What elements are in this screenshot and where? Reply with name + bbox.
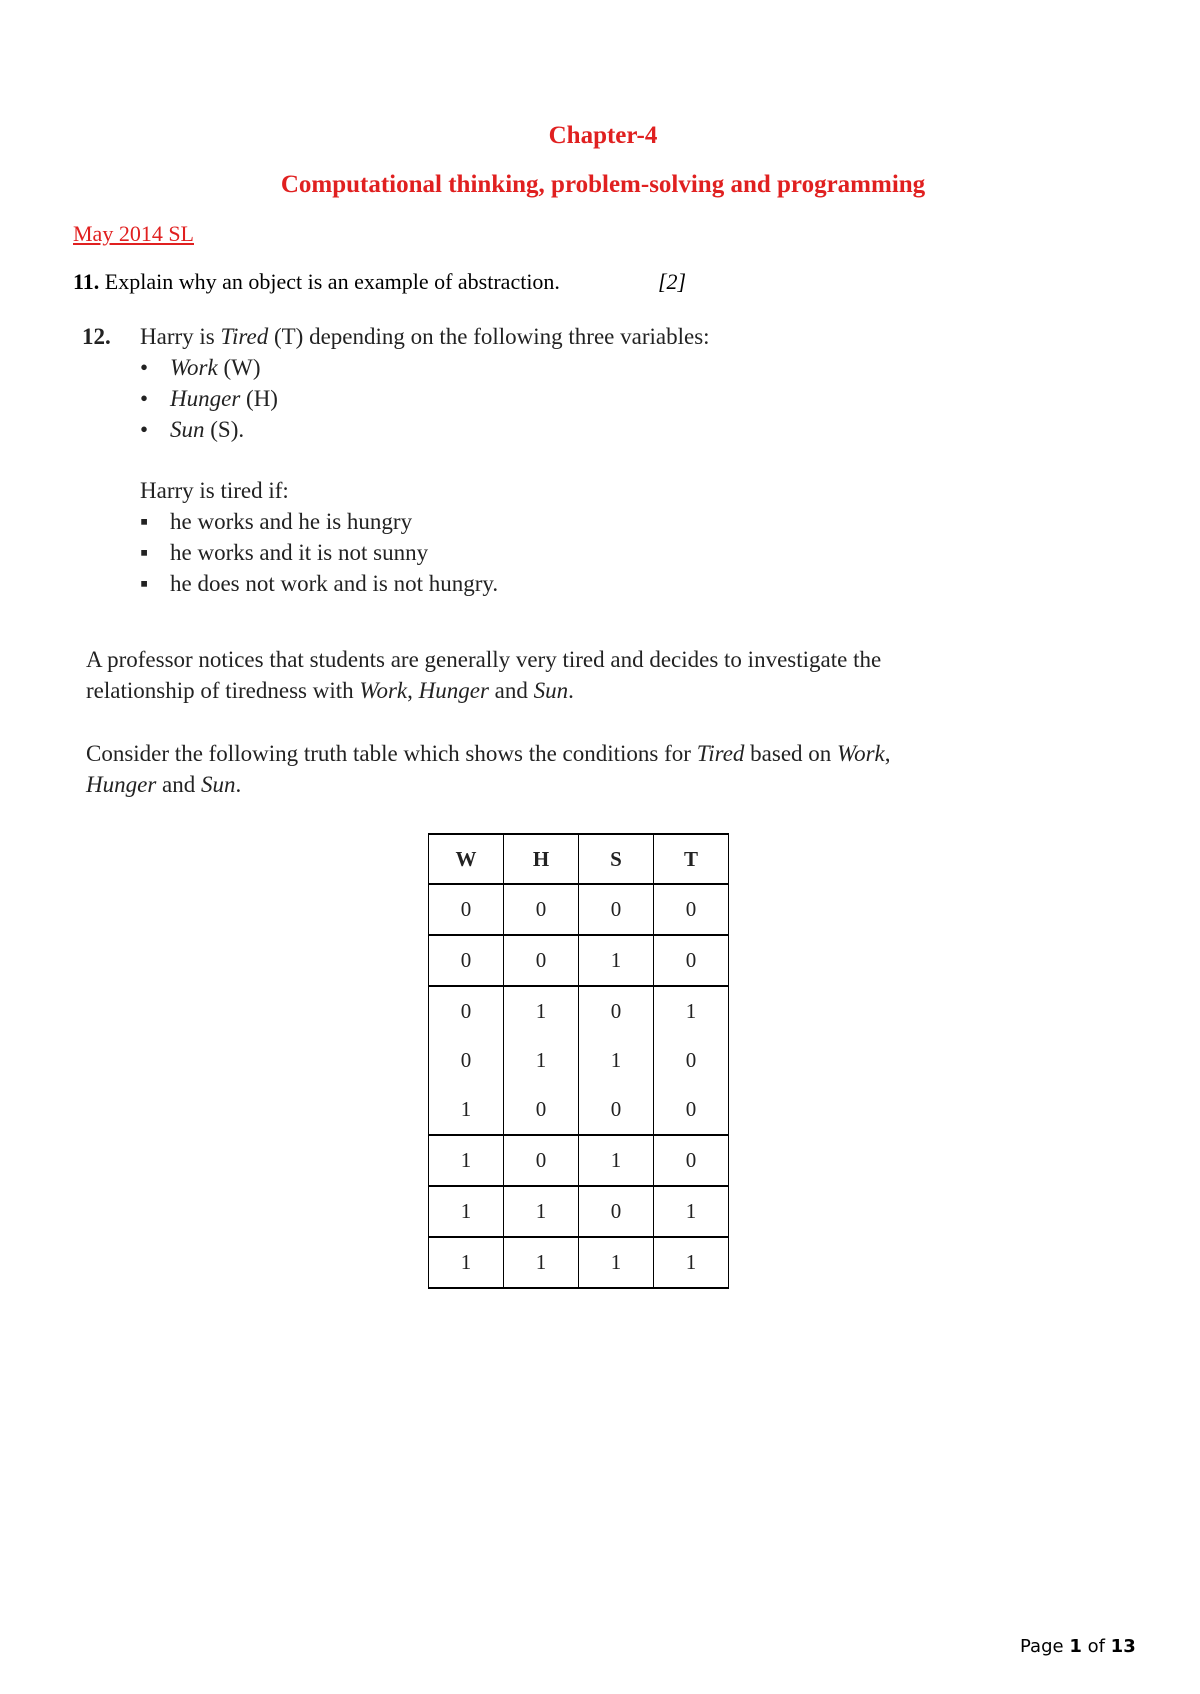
- question-11: [73, 269, 687, 295]
- table-cell: 1: [429, 1186, 504, 1237]
- table-cell: 1: [654, 1186, 729, 1237]
- table-cell: 1: [504, 986, 579, 1036]
- table-cell: 1: [504, 1237, 579, 1288]
- question-number: 11.: [73, 269, 100, 294]
- table-cell: 0: [654, 1135, 729, 1186]
- exam-session-heading: May 2014 SL: [73, 221, 194, 246]
- column-header-t: T: [654, 834, 729, 884]
- table-row: [429, 986, 729, 1036]
- table-cell: 0: [429, 986, 504, 1036]
- context-paragraph: A professor notices that students are generally very tired and decides to investigate the relationship of tiredness with Work, Hunger and Sun.: [86, 647, 882, 703]
- table-cell: 0: [504, 884, 579, 935]
- truth-table: [428, 833, 729, 1289]
- condition-item: ▪ he works and he is hungry: [140, 509, 413, 534]
- table-row: [429, 1036, 729, 1085]
- variable-item: • Hunger (H): [140, 386, 278, 411]
- table-cell: 0: [429, 935, 504, 986]
- question-marks: [2]: [658, 269, 687, 294]
- bullet-icon: •: [140, 355, 149, 380]
- table-row: [429, 935, 729, 986]
- column-header-w: W: [429, 834, 504, 884]
- page-number-footer: Page 1 of 13: [1020, 1636, 1136, 1657]
- variable-item: • Work (W): [140, 355, 261, 380]
- table-cell: 0: [429, 884, 504, 935]
- table-cell: 0: [654, 1085, 729, 1135]
- question-intro: Harry is Tired (T) depending on the following three variables:: [140, 324, 710, 349]
- variable-item: • Sun (S).: [140, 417, 245, 442]
- table-cell: 1: [429, 1237, 504, 1288]
- bullet-icon: •: [140, 386, 149, 411]
- table-cell: 1: [504, 1186, 579, 1237]
- table-cell: 0: [504, 1135, 579, 1186]
- column-header-s: S: [579, 834, 654, 884]
- table-row: [429, 1237, 729, 1288]
- question-body: [140, 324, 1040, 602]
- bullet-icon: •: [140, 417, 149, 442]
- table-cell: 0: [579, 986, 654, 1036]
- square-bullet-icon: ▪: [140, 571, 149, 596]
- table-cell: 1: [654, 986, 729, 1036]
- table-cell: 0: [654, 1036, 729, 1085]
- condition-item: ▪ he works and it is not sunny: [140, 540, 429, 565]
- question-number: 12.: [82, 324, 111, 349]
- table-cell: 1: [429, 1135, 504, 1186]
- condition-item: ▪ he does not work and is not hungry.: [140, 571, 499, 596]
- table-cell: 0: [504, 935, 579, 986]
- table-row: [429, 1085, 729, 1135]
- table-row: [429, 1135, 729, 1186]
- table-cell: 1: [429, 1085, 504, 1135]
- table-cell: 0: [654, 935, 729, 986]
- square-bullet-icon: ▪: [140, 509, 149, 534]
- column-header-h: H: [504, 834, 579, 884]
- table-cell: 1: [579, 1237, 654, 1288]
- table-cell: 0: [579, 1186, 654, 1237]
- table-row: [429, 884, 729, 935]
- table-cell: 1: [579, 1036, 654, 1085]
- table-cell: 1: [504, 1036, 579, 1085]
- table-cell: 1: [579, 1135, 654, 1186]
- conditions-intro: Harry is tired if:: [140, 478, 289, 503]
- chapter-heading: Chapter-4: [548, 122, 658, 149]
- table-cell: 1: [654, 1237, 729, 1288]
- instruction-paragraph: Consider the following truth table which shows the conditions for Tired based on Work, Hunger and Sun.: [86, 741, 891, 797]
- table-cell: 0: [504, 1085, 579, 1135]
- table-cell: 0: [654, 884, 729, 935]
- table-cell: 0: [579, 1085, 654, 1135]
- table-row: [429, 1186, 729, 1237]
- table-header-row: [429, 834, 729, 884]
- table-cell: 0: [429, 1036, 504, 1085]
- table-cell: 1: [579, 935, 654, 986]
- page-title: Computational thinking, problem-solving and programming: [280, 171, 926, 198]
- table-cell: 0: [579, 884, 654, 935]
- question-text: Explain why an object is an example of abstraction.: [104, 269, 560, 294]
- square-bullet-icon: ▪: [140, 540, 149, 565]
